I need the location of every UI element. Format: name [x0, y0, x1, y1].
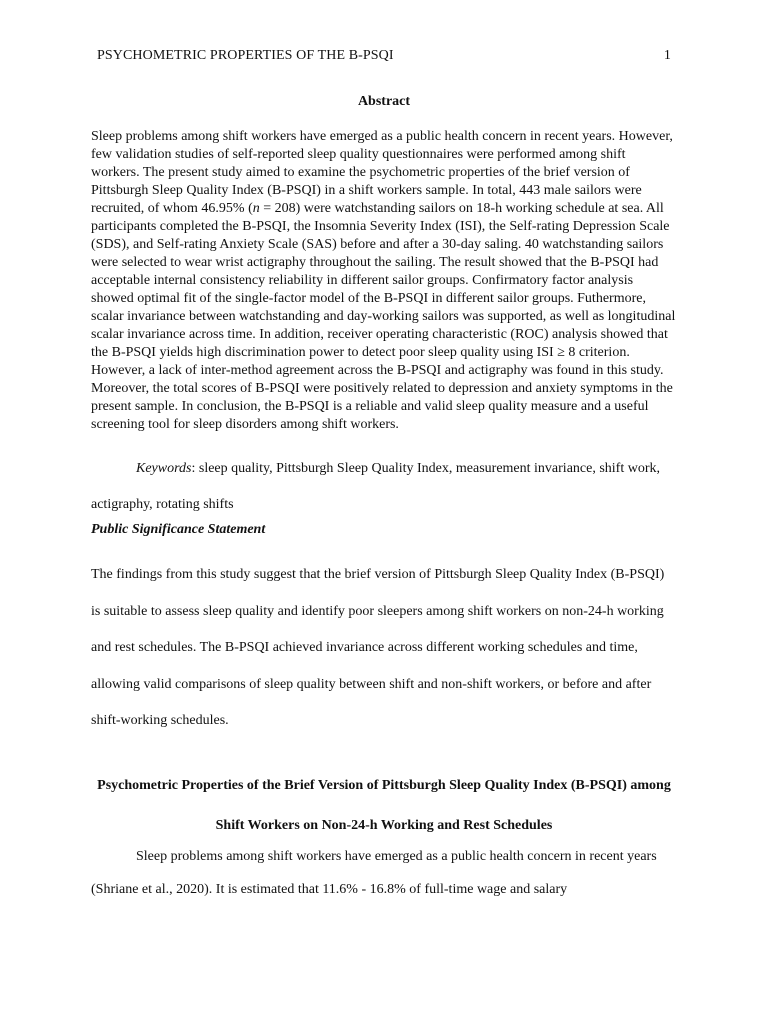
page-number: 1 [663, 48, 671, 63]
keywords-label: Keywords [136, 461, 192, 476]
abstract-text-part1: Sleep problems among shift workers have emerged as a public health concern in recent years. However, few validation studies of self-reported sleep quality questionnaires were performed among shift workers. The present study aimed to examine the psychometric properties of the brief version of Pittsburgh Sleep Quality Index (B-PSQI) in a shift workers sample. In total, 443 male sailors were recruited, of whom 46.95% ( [91, 129, 673, 216]
keywords [91, 451, 677, 523]
paper-title: Psychometric Properties of the Brief Version of Pittsburgh Sleep Quality Index (B-PSQI) among Shift Workers on Non-24-h Working and Rest Schedules [97, 778, 671, 833]
abstract-text-part2: = 208) were watchstanding sailors on 18-h working schedule at sea. All participants completed the B-PSQI, the Insomnia Severity Index (ISI), the Self-rating Depression Scale (SDS), and Self-rating Anxiety Scale (SAS) before and after a 30-day saling. 40 watchstanding sailors were selected to wear wrist actigraphy throughout the sailing. The result showed that the B-PSQI had acceptable internal consistency reliability in different sailor groups. Confirmatory factor analysis showed optimal fit of the single-factor model of the B-PSQI in different sailor groups. Futhermore, scalar invariance between watchstanding and day-working sailors was supported, as well as longitudinal scalar invariance across time. In addition, receiver operating characteristic (ROC) analysis showed that the B-PSQI yields high discrimination power to detect poor sleep quality using ISI ≥ 8 criterion. However, a lack of inter-method agreement across the B-PSQI and actigraphy was found in this study. Moreover, the total scores of B-PSQI were positively related to depression and anxiety symptoms in the present sample. In conclusion, the B-PSQI is a reliable and valid sleep quality measure and a useful screening tool for sleep disorders among shift workers. [91, 201, 676, 432]
abstract-text [91, 128, 677, 434]
keywords-text: : sleep quality, Pittsburgh Sleep Quality Index, measurement invariance, shift work, actigraphy, rotating shifts [91, 461, 660, 512]
n-symbol: n [252, 201, 260, 216]
running-head-title: PSYCHOMETRIC PROPERTIES OF THE B-PSQI [97, 48, 394, 63]
abstract-heading: Abstract [357, 94, 411, 109]
significance-text: The findings from this study suggest that the brief version of Pittsburgh Sleep Quality Index (B-PSQI) is suitable to assess sleep quality and identify poor sleepers among shift workers on non-24-h working and rest schedules. The B-PSQI achieved invariance across different working schedules and time, allowing valid comparisons of sleep quality between shift and non-shift workers, or before and after shift-working schedules. [91, 567, 665, 728]
significance-heading: Public Significance Statement [91, 522, 266, 537]
intro-paragraph: Sleep problems among shift workers have emerged as a public health concern in recent years (Shriane et al., 2020). It is estimated that 11.6% - 16.8% of full-time wage and salary [91, 849, 657, 897]
